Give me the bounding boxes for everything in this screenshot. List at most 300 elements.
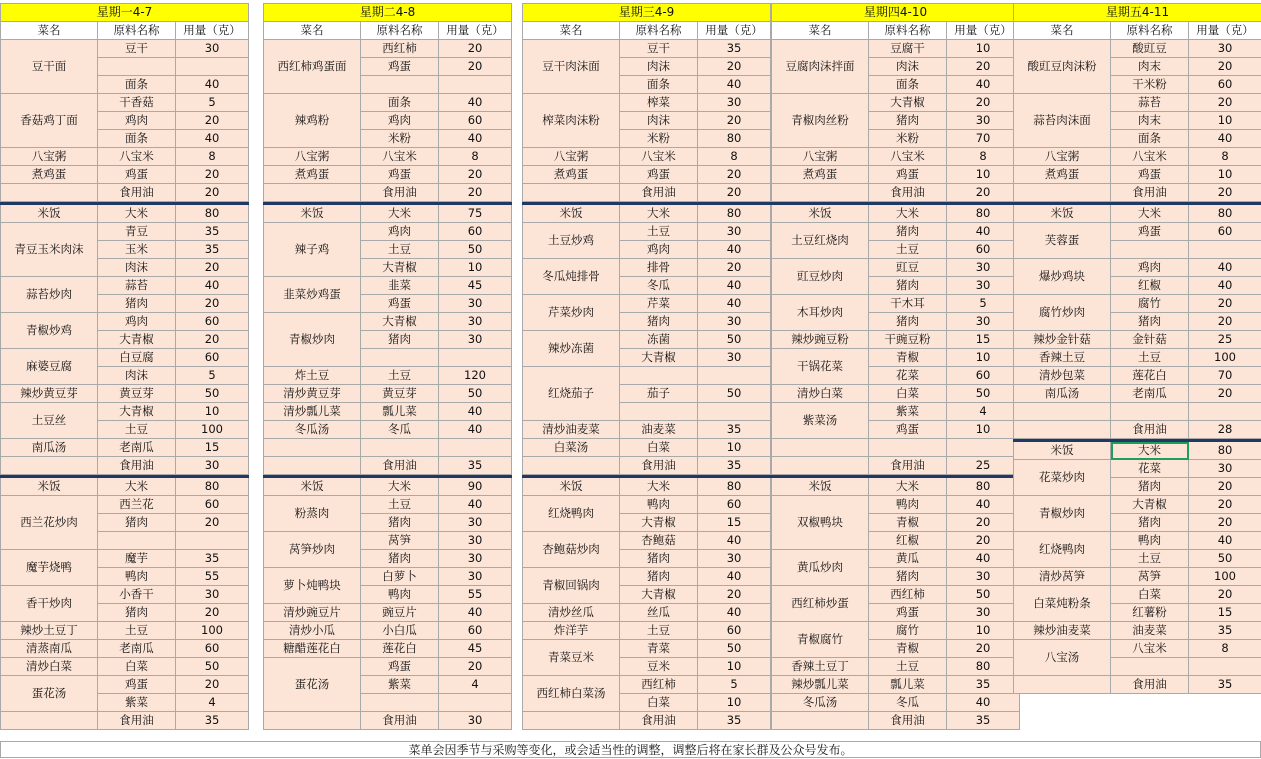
ingredient-cell[interactable]: 猪肉 bbox=[1111, 514, 1189, 532]
amount-cell[interactable]: 80 bbox=[1189, 442, 1261, 460]
dish-name-cell[interactable]: 八宝粥 bbox=[1, 148, 98, 166]
amount-cell[interactable]: 20 bbox=[1189, 58, 1261, 76]
dish-name-cell[interactable]: 米饭 bbox=[264, 478, 361, 496]
amount-cell[interactable]: 5 bbox=[176, 94, 249, 112]
amount-cell[interactable]: 40 bbox=[947, 496, 1020, 514]
ingredient-cell[interactable]: 油麦菜 bbox=[1111, 622, 1189, 640]
ingredient-cell[interactable]: 白菜 bbox=[620, 694, 698, 712]
amount-cell[interactable]: 50 bbox=[947, 385, 1020, 403]
ingredient-cell[interactable]: 大米 bbox=[620, 478, 698, 496]
dish-name-cell[interactable]: 韭菜炒鸡蛋 bbox=[264, 277, 361, 313]
ingredient-cell[interactable]: 豆干 bbox=[620, 40, 698, 58]
amount-cell[interactable]: 40 bbox=[176, 130, 249, 148]
ingredient-cell[interactable]: 肉末 bbox=[1111, 112, 1189, 130]
amount-cell[interactable]: 20 bbox=[947, 514, 1020, 532]
ingredient-cell[interactable]: 食用油 bbox=[620, 184, 698, 202]
ingredient-cell[interactable]: 食用油 bbox=[620, 712, 698, 730]
dish-name-cell[interactable]: 青椒炒鸡 bbox=[1, 313, 98, 349]
dish-name-cell[interactable]: 青椒腐竹 bbox=[772, 622, 869, 658]
ingredient-cell[interactable]: 肉末 bbox=[1111, 58, 1189, 76]
amount-cell[interactable]: 60 bbox=[698, 622, 771, 640]
ingredient-cell[interactable]: 大青椒 bbox=[620, 349, 698, 367]
amount-cell[interactable]: 80 bbox=[698, 478, 771, 496]
header-dish[interactable]: 菜名 bbox=[264, 22, 361, 40]
amount-cell[interactable]: 4 bbox=[947, 403, 1020, 421]
ingredient-cell[interactable]: 食用油 bbox=[869, 712, 947, 730]
amount-cell[interactable]: 50 bbox=[698, 640, 771, 658]
header-ingredient[interactable]: 原料名称 bbox=[361, 22, 439, 40]
amount-cell[interactable]: 50 bbox=[439, 385, 512, 403]
ingredient-cell[interactable]: 豆干 bbox=[98, 40, 176, 58]
ingredient-cell[interactable]: 肉沫 bbox=[98, 259, 176, 277]
ingredient-cell[interactable]: 西兰花 bbox=[98, 496, 176, 514]
amount-cell[interactable]: 35 bbox=[1189, 676, 1261, 694]
amount-cell[interactable]: 60 bbox=[176, 496, 249, 514]
dish-name-cell[interactable]: 芙蓉蛋 bbox=[1014, 223, 1111, 259]
ingredient-cell[interactable]: 大米 bbox=[620, 205, 698, 223]
ingredient-cell[interactable]: 干米粉 bbox=[1111, 76, 1189, 94]
amount-cell[interactable]: 60 bbox=[439, 112, 512, 130]
dish-name-cell[interactable]: 香菇鸡丁面 bbox=[1, 94, 98, 148]
amount-cell[interactable]: 25 bbox=[1189, 331, 1261, 349]
dish-name-cell[interactable]: 蛋花汤 bbox=[264, 658, 361, 712]
ingredient-cell[interactable]: 油麦菜 bbox=[620, 421, 698, 439]
ingredient-cell[interactable]: 冬瓜 bbox=[361, 421, 439, 439]
amount-cell[interactable]: 40 bbox=[947, 223, 1020, 241]
header-amount[interactable]: 用量（克） bbox=[1189, 22, 1261, 40]
dish-name-cell[interactable]: 杏鲍菇炒肉 bbox=[523, 532, 620, 568]
ingredient-cell[interactable]: 鸭肉 bbox=[869, 496, 947, 514]
amount-cell[interactable]: 20 bbox=[1189, 94, 1261, 112]
ingredient-cell[interactable]: 冬瓜 bbox=[620, 277, 698, 295]
amount-cell[interactable]: 30 bbox=[698, 94, 771, 112]
dish-name-cell[interactable]: 酸豇豆肉沫粉 bbox=[1014, 40, 1111, 94]
ingredient-cell[interactable]: 排骨 bbox=[620, 259, 698, 277]
ingredient-cell[interactable]: 猪肉 bbox=[869, 223, 947, 241]
amount-cell[interactable]: 40 bbox=[1189, 259, 1261, 277]
dish-name-cell[interactable] bbox=[772, 439, 869, 457]
ingredient-cell[interactable]: 西红柿 bbox=[361, 40, 439, 58]
ingredient-cell[interactable]: 花菜 bbox=[1111, 460, 1189, 478]
dish-name-cell[interactable]: 冬瓜汤 bbox=[264, 421, 361, 439]
amount-cell[interactable]: 35 bbox=[947, 676, 1020, 694]
ingredient-cell[interactable]: 土豆 bbox=[1111, 550, 1189, 568]
amount-cell[interactable]: 40 bbox=[176, 277, 249, 295]
ingredient-cell[interactable]: 猪肉 bbox=[1111, 478, 1189, 496]
dish-name-cell[interactable]: 八宝粥 bbox=[1014, 148, 1111, 166]
dish-name-cell[interactable]: 清蒸南瓜 bbox=[1, 640, 98, 658]
ingredient-cell[interactable]: 食用油 bbox=[1111, 676, 1189, 694]
ingredient-cell[interactable]: 腐竹 bbox=[869, 622, 947, 640]
ingredient-cell[interactable]: 面条 bbox=[1111, 130, 1189, 148]
ingredient-cell[interactable]: 干豌豆粉 bbox=[869, 331, 947, 349]
dish-name-cell[interactable]: 八宝粥 bbox=[264, 148, 361, 166]
ingredient-cell[interactable]: 莲花白 bbox=[361, 640, 439, 658]
ingredient-cell[interactable]: 鸡肉 bbox=[361, 223, 439, 241]
dish-name-cell[interactable]: 红烧茄子 bbox=[523, 367, 620, 421]
amount-cell[interactable]: 4 bbox=[176, 694, 249, 712]
ingredient-cell[interactable]: 鸡肉 bbox=[98, 313, 176, 331]
amount-cell[interactable]: 20 bbox=[698, 166, 771, 184]
dish-name-cell[interactable] bbox=[1014, 184, 1111, 202]
amount-cell[interactable]: 20 bbox=[947, 94, 1020, 112]
ingredient-cell[interactable]: 青菜 bbox=[620, 640, 698, 658]
amount-cell[interactable]: 50 bbox=[698, 385, 771, 403]
amount-cell[interactable]: 20 bbox=[439, 658, 512, 676]
ingredient-cell[interactable]: 西红柿 bbox=[620, 676, 698, 694]
amount-cell[interactable]: 30 bbox=[947, 604, 1020, 622]
amount-cell[interactable]: 35 bbox=[176, 223, 249, 241]
amount-cell[interactable]: 30 bbox=[439, 331, 512, 349]
ingredient-cell[interactable]: 猪肉 bbox=[869, 277, 947, 295]
ingredient-cell[interactable]: 米粉 bbox=[361, 130, 439, 148]
amount-cell[interactable]: 50 bbox=[439, 241, 512, 259]
ingredient-cell[interactable]: 食用油 bbox=[1111, 184, 1189, 202]
ingredient-cell[interactable]: 八宝米 bbox=[620, 148, 698, 166]
ingredient-cell[interactable]: 鸡蛋 bbox=[869, 421, 947, 439]
ingredient-cell[interactable] bbox=[98, 532, 176, 550]
amount-cell[interactable]: 70 bbox=[1189, 367, 1261, 385]
amount-cell[interactable]: 10 bbox=[1189, 112, 1261, 130]
ingredient-cell[interactable]: 鸡蛋 bbox=[361, 58, 439, 76]
amount-cell[interactable]: 30 bbox=[947, 112, 1020, 130]
amount-cell[interactable]: 80 bbox=[698, 205, 771, 223]
amount-cell[interactable]: 20 bbox=[698, 586, 771, 604]
amount-cell[interactable]: 15 bbox=[176, 439, 249, 457]
amount-cell[interactable] bbox=[176, 532, 249, 550]
amount-cell[interactable]: 40 bbox=[1189, 277, 1261, 295]
ingredient-cell[interactable]: 老南瓜 bbox=[98, 439, 176, 457]
ingredient-cell[interactable]: 大米 bbox=[1111, 205, 1189, 223]
ingredient-cell[interactable]: 豆腐干 bbox=[869, 40, 947, 58]
ingredient-cell[interactable]: 魔芋 bbox=[98, 550, 176, 568]
amount-cell[interactable]: 50 bbox=[1189, 550, 1261, 568]
dish-name-cell[interactable]: 西红柿白菜汤 bbox=[523, 676, 620, 712]
ingredient-cell[interactable]: 八宝米 bbox=[98, 148, 176, 166]
ingredient-cell[interactable]: 面条 bbox=[98, 76, 176, 94]
amount-cell[interactable]: 5 bbox=[947, 295, 1020, 313]
amount-cell[interactable]: 55 bbox=[439, 586, 512, 604]
dish-name-cell[interactable] bbox=[264, 712, 361, 730]
amount-cell[interactable] bbox=[439, 76, 512, 94]
ingredient-cell[interactable]: 白萝卜 bbox=[361, 568, 439, 586]
header-dish[interactable]: 菜名 bbox=[1, 22, 98, 40]
amount-cell[interactable]: 10 bbox=[698, 658, 771, 676]
dish-name-cell[interactable]: 煮鸡蛋 bbox=[264, 166, 361, 184]
ingredient-cell[interactable]: 米粉 bbox=[869, 130, 947, 148]
header-ingredient[interactable]: 原料名称 bbox=[1111, 22, 1189, 40]
ingredient-cell[interactable]: 黄瓜 bbox=[869, 550, 947, 568]
dish-name-cell[interactable]: 清炒黄豆芽 bbox=[264, 385, 361, 403]
ingredient-cell[interactable]: 八宝米 bbox=[869, 148, 947, 166]
amount-cell[interactable]: 40 bbox=[439, 421, 512, 439]
ingredient-cell[interactable]: 面条 bbox=[869, 76, 947, 94]
dish-name-cell[interactable]: 蒜苔炒肉 bbox=[1, 277, 98, 313]
ingredient-cell[interactable]: 肉沫 bbox=[620, 58, 698, 76]
dish-name-cell[interactable] bbox=[264, 457, 361, 475]
ingredient-cell[interactable]: 猪肉 bbox=[361, 550, 439, 568]
dish-name-cell[interactable]: 土豆炒鸡 bbox=[523, 223, 620, 259]
amount-cell[interactable]: 40 bbox=[1189, 532, 1261, 550]
amount-cell[interactable]: 50 bbox=[698, 331, 771, 349]
amount-cell[interactable]: 8 bbox=[947, 148, 1020, 166]
ingredient-cell[interactable]: 豌豆片 bbox=[361, 604, 439, 622]
amount-cell[interactable]: 20 bbox=[698, 259, 771, 277]
amount-cell[interactable]: 20 bbox=[1189, 385, 1261, 403]
amount-cell[interactable]: 30 bbox=[947, 259, 1020, 277]
dish-name-cell[interactable]: 清炒瓢儿菜 bbox=[264, 403, 361, 421]
dish-name-cell[interactable] bbox=[264, 439, 361, 457]
amount-cell[interactable] bbox=[439, 349, 512, 367]
amount-cell[interactable]: 55 bbox=[176, 568, 249, 586]
ingredient-cell[interactable]: 大青椒 bbox=[98, 403, 176, 421]
dish-name-cell[interactable]: 米饭 bbox=[1014, 205, 1111, 223]
amount-cell[interactable]: 40 bbox=[698, 568, 771, 586]
amount-cell[interactable]: 40 bbox=[698, 277, 771, 295]
ingredient-cell[interactable]: 杏鲍菇 bbox=[620, 532, 698, 550]
amount-cell[interactable]: 20 bbox=[698, 58, 771, 76]
ingredient-cell[interactable]: 面条 bbox=[620, 76, 698, 94]
dish-name-cell[interactable]: 冬瓜汤 bbox=[772, 694, 869, 712]
ingredient-cell[interactable]: 瓢儿菜 bbox=[361, 403, 439, 421]
header-amount[interactable]: 用量（克） bbox=[947, 22, 1020, 40]
ingredient-cell[interactable]: 大青椒 bbox=[1111, 496, 1189, 514]
dish-name-cell[interactable]: 八宝粥 bbox=[523, 148, 620, 166]
dish-name-cell[interactable]: 西红柿炒蛋 bbox=[772, 586, 869, 622]
ingredient-cell[interactable]: 土豆 bbox=[98, 421, 176, 439]
amount-cell[interactable]: 120 bbox=[439, 367, 512, 385]
ingredient-cell[interactable]: 面条 bbox=[361, 94, 439, 112]
dish-name-cell[interactable]: 煮鸡蛋 bbox=[1014, 166, 1111, 184]
amount-cell[interactable]: 8 bbox=[1189, 640, 1261, 658]
ingredient-cell[interactable]: 豆米 bbox=[620, 658, 698, 676]
dish-name-cell[interactable]: 豆腐肉沫拌面 bbox=[772, 40, 869, 94]
header-amount[interactable]: 用量（克） bbox=[176, 22, 249, 40]
ingredient-cell[interactable]: 豇豆 bbox=[869, 259, 947, 277]
dish-name-cell[interactable]: 米饭 bbox=[523, 478, 620, 496]
day-title[interactable]: 星期三4-9 bbox=[523, 4, 771, 22]
ingredient-cell[interactable]: 食用油 bbox=[361, 184, 439, 202]
ingredient-cell[interactable]: 莴笋 bbox=[361, 532, 439, 550]
ingredient-cell[interactable]: 猪肉 bbox=[361, 331, 439, 349]
header-amount[interactable]: 用量（克） bbox=[439, 22, 512, 40]
amount-cell[interactable]: 30 bbox=[698, 550, 771, 568]
amount-cell[interactable]: 20 bbox=[176, 259, 249, 277]
amount-cell[interactable]: 40 bbox=[439, 130, 512, 148]
ingredient-cell[interactable]: 食用油 bbox=[1111, 421, 1189, 439]
ingredient-cell[interactable]: 鸡肉 bbox=[620, 241, 698, 259]
amount-cell[interactable]: 20 bbox=[1189, 586, 1261, 604]
ingredient-cell[interactable]: 榨菜 bbox=[620, 94, 698, 112]
ingredient-cell[interactable]: 八宝米 bbox=[1111, 640, 1189, 658]
amount-cell[interactable]: 10 bbox=[176, 403, 249, 421]
amount-cell[interactable]: 8 bbox=[176, 148, 249, 166]
ingredient-cell[interactable]: 土豆 bbox=[869, 241, 947, 259]
ingredient-cell[interactable]: 老南瓜 bbox=[98, 640, 176, 658]
ingredient-cell[interactable]: 猪肉 bbox=[869, 313, 947, 331]
amount-cell[interactable]: 30 bbox=[439, 568, 512, 586]
amount-cell[interactable]: 30 bbox=[176, 457, 249, 475]
amount-cell[interactable]: 90 bbox=[439, 478, 512, 496]
dish-name-cell[interactable]: 米饭 bbox=[264, 205, 361, 223]
ingredient-cell[interactable]: 丝瓜 bbox=[620, 604, 698, 622]
dish-name-cell[interactable]: 米饭 bbox=[1014, 442, 1111, 460]
dish-name-cell[interactable]: 米饭 bbox=[772, 205, 869, 223]
dish-name-cell[interactable]: 辣子鸡 bbox=[264, 223, 361, 277]
amount-cell[interactable]: 20 bbox=[176, 331, 249, 349]
amount-cell[interactable]: 30 bbox=[439, 532, 512, 550]
amount-cell[interactable]: 60 bbox=[176, 313, 249, 331]
ingredient-cell[interactable]: 紫菜 bbox=[98, 694, 176, 712]
ingredient-cell[interactable]: 食用油 bbox=[361, 457, 439, 475]
ingredient-cell[interactable]: 白菜 bbox=[1111, 586, 1189, 604]
ingredient-cell[interactable]: 小白瓜 bbox=[361, 622, 439, 640]
amount-cell[interactable]: 8 bbox=[439, 148, 512, 166]
dish-name-cell[interactable]: 辣炒金针菇 bbox=[1014, 331, 1111, 349]
ingredient-cell[interactable]: 大米 bbox=[869, 478, 947, 496]
ingredient-cell[interactable]: 金针菇 bbox=[1111, 331, 1189, 349]
dish-name-cell[interactable] bbox=[1, 712, 98, 730]
dish-name-cell[interactable]: 蒜苔肉沫面 bbox=[1014, 94, 1111, 148]
ingredient-cell[interactable] bbox=[620, 367, 698, 385]
ingredient-cell[interactable]: 鸡蛋 bbox=[361, 295, 439, 313]
ingredient-cell[interactable]: 鸭肉 bbox=[1111, 532, 1189, 550]
amount-cell[interactable]: 70 bbox=[947, 130, 1020, 148]
amount-cell[interactable]: 20 bbox=[1189, 496, 1261, 514]
dish-name-cell[interactable]: 清炒丝瓜 bbox=[523, 604, 620, 622]
amount-cell[interactable]: 60 bbox=[698, 496, 771, 514]
amount-cell[interactable]: 15 bbox=[698, 514, 771, 532]
ingredient-cell[interactable]: 红椒 bbox=[869, 532, 947, 550]
amount-cell[interactable]: 20 bbox=[1189, 514, 1261, 532]
ingredient-cell[interactable]: 大青椒 bbox=[620, 514, 698, 532]
ingredient-cell[interactable]: 大米 bbox=[361, 478, 439, 496]
ingredient-cell[interactable] bbox=[1111, 658, 1189, 676]
ingredient-cell[interactable]: 鸭肉 bbox=[98, 568, 176, 586]
ingredient-cell[interactable]: 莲花白 bbox=[1111, 367, 1189, 385]
amount-cell[interactable]: 28 bbox=[1189, 421, 1261, 439]
dish-name-cell[interactable]: 青椒回锅肉 bbox=[523, 568, 620, 604]
amount-cell[interactable]: 80 bbox=[947, 205, 1020, 223]
amount-cell[interactable]: 60 bbox=[1189, 223, 1261, 241]
amount-cell[interactable]: 45 bbox=[439, 640, 512, 658]
dish-name-cell[interactable] bbox=[1014, 403, 1111, 421]
ingredient-cell[interactable]: 韭菜 bbox=[361, 277, 439, 295]
dish-name-cell[interactable] bbox=[523, 184, 620, 202]
dish-name-cell[interactable]: 莴笋炒肉 bbox=[264, 532, 361, 568]
ingredient-cell[interactable]: 瓢儿菜 bbox=[869, 676, 947, 694]
ingredient-cell[interactable]: 猪肉 bbox=[869, 568, 947, 586]
dish-name-cell[interactable]: 清炒白菜 bbox=[772, 385, 869, 403]
dish-name-cell[interactable]: 辣炒豌豆粉 bbox=[772, 331, 869, 349]
ingredient-cell[interactable]: 腐竹 bbox=[1111, 295, 1189, 313]
amount-cell[interactable]: 30 bbox=[947, 277, 1020, 295]
ingredient-cell[interactable]: 红薯粉 bbox=[1111, 604, 1189, 622]
ingredient-cell[interactable]: 花菜 bbox=[869, 367, 947, 385]
ingredient-cell[interactable]: 大米 bbox=[98, 478, 176, 496]
dish-name-cell[interactable]: 清炒油麦菜 bbox=[523, 421, 620, 439]
amount-cell[interactable]: 30 bbox=[176, 586, 249, 604]
dish-name-cell[interactable]: 清炒白菜 bbox=[1, 658, 98, 676]
ingredient-cell[interactable] bbox=[361, 439, 439, 457]
amount-cell[interactable]: 40 bbox=[698, 295, 771, 313]
ingredient-cell[interactable]: 大青椒 bbox=[869, 94, 947, 112]
dish-name-cell[interactable]: 豇豆炒肉 bbox=[772, 259, 869, 295]
amount-cell[interactable]: 35 bbox=[176, 241, 249, 259]
amount-cell[interactable] bbox=[1189, 403, 1261, 421]
ingredient-cell[interactable]: 肉沫 bbox=[98, 367, 176, 385]
amount-cell[interactable] bbox=[1189, 241, 1261, 259]
ingredient-cell[interactable]: 猪肉 bbox=[620, 550, 698, 568]
dish-name-cell[interactable]: 清炒莴笋 bbox=[1014, 568, 1111, 586]
amount-cell[interactable]: 20 bbox=[1189, 478, 1261, 496]
ingredient-cell[interactable]: 鸡蛋 bbox=[1111, 223, 1189, 241]
ingredient-cell[interactable]: 鸡蛋 bbox=[98, 676, 176, 694]
amount-cell[interactable]: 40 bbox=[698, 76, 771, 94]
dish-name-cell[interactable]: 清炒包菜 bbox=[1014, 367, 1111, 385]
dish-name-cell[interactable]: 干锅花菜 bbox=[772, 349, 869, 385]
dish-name-cell[interactable]: 香干炒肉 bbox=[1, 586, 98, 622]
amount-cell[interactable]: 30 bbox=[698, 313, 771, 331]
dish-name-cell[interactable]: 辣炒黄豆芽 bbox=[1, 385, 98, 403]
amount-cell[interactable]: 30 bbox=[439, 550, 512, 568]
amount-cell[interactable]: 20 bbox=[947, 184, 1020, 202]
dish-name-cell[interactable]: 西红柿鸡蛋面 bbox=[264, 40, 361, 94]
dish-name-cell[interactable]: 青菜豆米 bbox=[523, 640, 620, 676]
ingredient-cell[interactable]: 土豆 bbox=[869, 658, 947, 676]
amount-cell[interactable]: 80 bbox=[1189, 205, 1261, 223]
amount-cell[interactable]: 40 bbox=[698, 241, 771, 259]
ingredient-cell[interactable]: 大青椒 bbox=[361, 259, 439, 277]
amount-cell[interactable]: 35 bbox=[176, 550, 249, 568]
amount-cell[interactable]: 30 bbox=[947, 313, 1020, 331]
amount-cell[interactable]: 20 bbox=[1189, 184, 1261, 202]
amount-cell[interactable] bbox=[698, 367, 771, 385]
dish-name-cell[interactable]: 辣炒油麦菜 bbox=[1014, 622, 1111, 640]
amount-cell[interactable]: 10 bbox=[439, 259, 512, 277]
ingredient-cell[interactable]: 莴笋 bbox=[1111, 568, 1189, 586]
ingredient-cell[interactable]: 八宝米 bbox=[1111, 148, 1189, 166]
amount-cell[interactable]: 40 bbox=[1189, 130, 1261, 148]
ingredient-cell[interactable]: 大青椒 bbox=[98, 331, 176, 349]
dish-name-cell[interactable]: 青豆玉米肉沫 bbox=[1, 223, 98, 277]
amount-cell[interactable]: 80 bbox=[176, 478, 249, 496]
ingredient-cell[interactable]: 玉米 bbox=[98, 241, 176, 259]
ingredient-cell[interactable]: 鸡肉 bbox=[98, 112, 176, 130]
amount-cell[interactable]: 80 bbox=[947, 658, 1020, 676]
ingredient-cell[interactable]: 食用油 bbox=[361, 712, 439, 730]
amount-cell[interactable]: 10 bbox=[698, 439, 771, 457]
dish-name-cell[interactable]: 魔芋烧鸭 bbox=[1, 550, 98, 586]
dish-name-cell[interactable]: 爆炒鸡块 bbox=[1014, 259, 1111, 295]
ingredient-cell[interactable]: 食用油 bbox=[98, 712, 176, 730]
amount-cell[interactable]: 60 bbox=[439, 622, 512, 640]
ingredient-cell[interactable]: 茄子 bbox=[620, 385, 698, 403]
amount-cell[interactable]: 20 bbox=[176, 295, 249, 313]
dish-name-cell[interactable]: 辣炒冻菌 bbox=[523, 331, 620, 367]
ingredient-cell[interactable]: 土豆 bbox=[620, 223, 698, 241]
dish-name-cell[interactable]: 辣炒土豆丁 bbox=[1, 622, 98, 640]
ingredient-cell[interactable]: 鸡肉 bbox=[1111, 259, 1189, 277]
amount-cell[interactable] bbox=[439, 694, 512, 712]
dish-name-cell[interactable]: 南瓜汤 bbox=[1, 439, 98, 457]
dish-name-cell[interactable]: 红烧鸭肉 bbox=[1014, 532, 1111, 568]
ingredient-cell[interactable]: 肉沫 bbox=[869, 58, 947, 76]
amount-cell[interactable]: 20 bbox=[176, 676, 249, 694]
amount-cell[interactable]: 10 bbox=[947, 40, 1020, 58]
ingredient-cell[interactable]: 蒜苔 bbox=[98, 277, 176, 295]
amount-cell[interactable]: 20 bbox=[698, 184, 771, 202]
